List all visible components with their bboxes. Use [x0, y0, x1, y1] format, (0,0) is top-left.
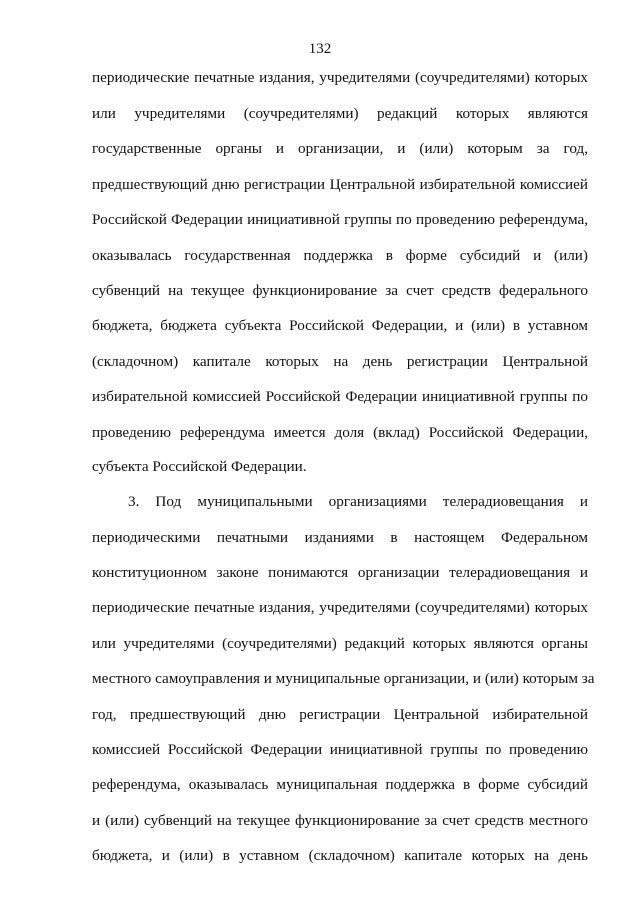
- text-line: предшествующий дню регистрации Центральной избирательной комиссией: [92, 176, 588, 193]
- text-line: и (или) субвенций на текущее функционирование за счет средств местного: [92, 812, 588, 829]
- text-line: референдума, оказывалась муниципальная поддержка в форме субсидий: [92, 776, 588, 793]
- text-line: периодические печатные издания, учредителями (соучредителями) которых: [92, 599, 588, 616]
- text-line: избирательной комиссией Российской Федерации инициативной группы по: [92, 388, 588, 405]
- text-line: бюджета, бюджета субъекта Российской Федерации, и (или) в уставном: [92, 317, 588, 334]
- paragraph-start-line: 3. Под муниципальными организациями телерадиовещания и: [128, 493, 588, 510]
- text-line: конституционном законе понимаются организации телерадиовещания и: [92, 564, 588, 581]
- text-line: государственные органы и организации, и (или) которым за год,: [92, 140, 588, 157]
- text-line: Российской Федерации инициативной группы по проведению референдума,: [92, 211, 588, 228]
- text-line: бюджета, и (или) в уставном (складочном) капитале которых на день: [92, 847, 588, 864]
- text-line: или учредителями (соучредителями) редакций которых являются органы: [92, 635, 588, 652]
- text-line: субъекта Российской Федерации.: [92, 458, 307, 475]
- text-line: местного самоуправления и муниципальные организации, и (или) которым за: [92, 670, 595, 687]
- text-line: периодическими печатными изданиями в настоящем Федеральном: [92, 529, 588, 546]
- text-line: (складочном) капитале которых на день регистрации Центральной: [92, 353, 588, 370]
- text-line: периодические печатные издания, учредителями (соучредителями) которых: [92, 69, 588, 86]
- text-line: субвенций на текущее функционирование за счет средств федерального: [92, 282, 588, 299]
- text-line: год, предшествующий дню регистрации Центральной избирательной: [92, 706, 588, 723]
- text-line: или учредителями (соучредителями) редакций которых являются: [92, 105, 588, 122]
- page-number: 132: [308, 41, 332, 57]
- text-line: комиссией Российской Федерации инициативной группы по проведению: [92, 741, 588, 758]
- text-line: проведению референдума имеется доля (вклад) Российской Федерации,: [92, 424, 588, 441]
- text-line: оказывалась государственная поддержка в форме субсидий и (или): [92, 247, 588, 264]
